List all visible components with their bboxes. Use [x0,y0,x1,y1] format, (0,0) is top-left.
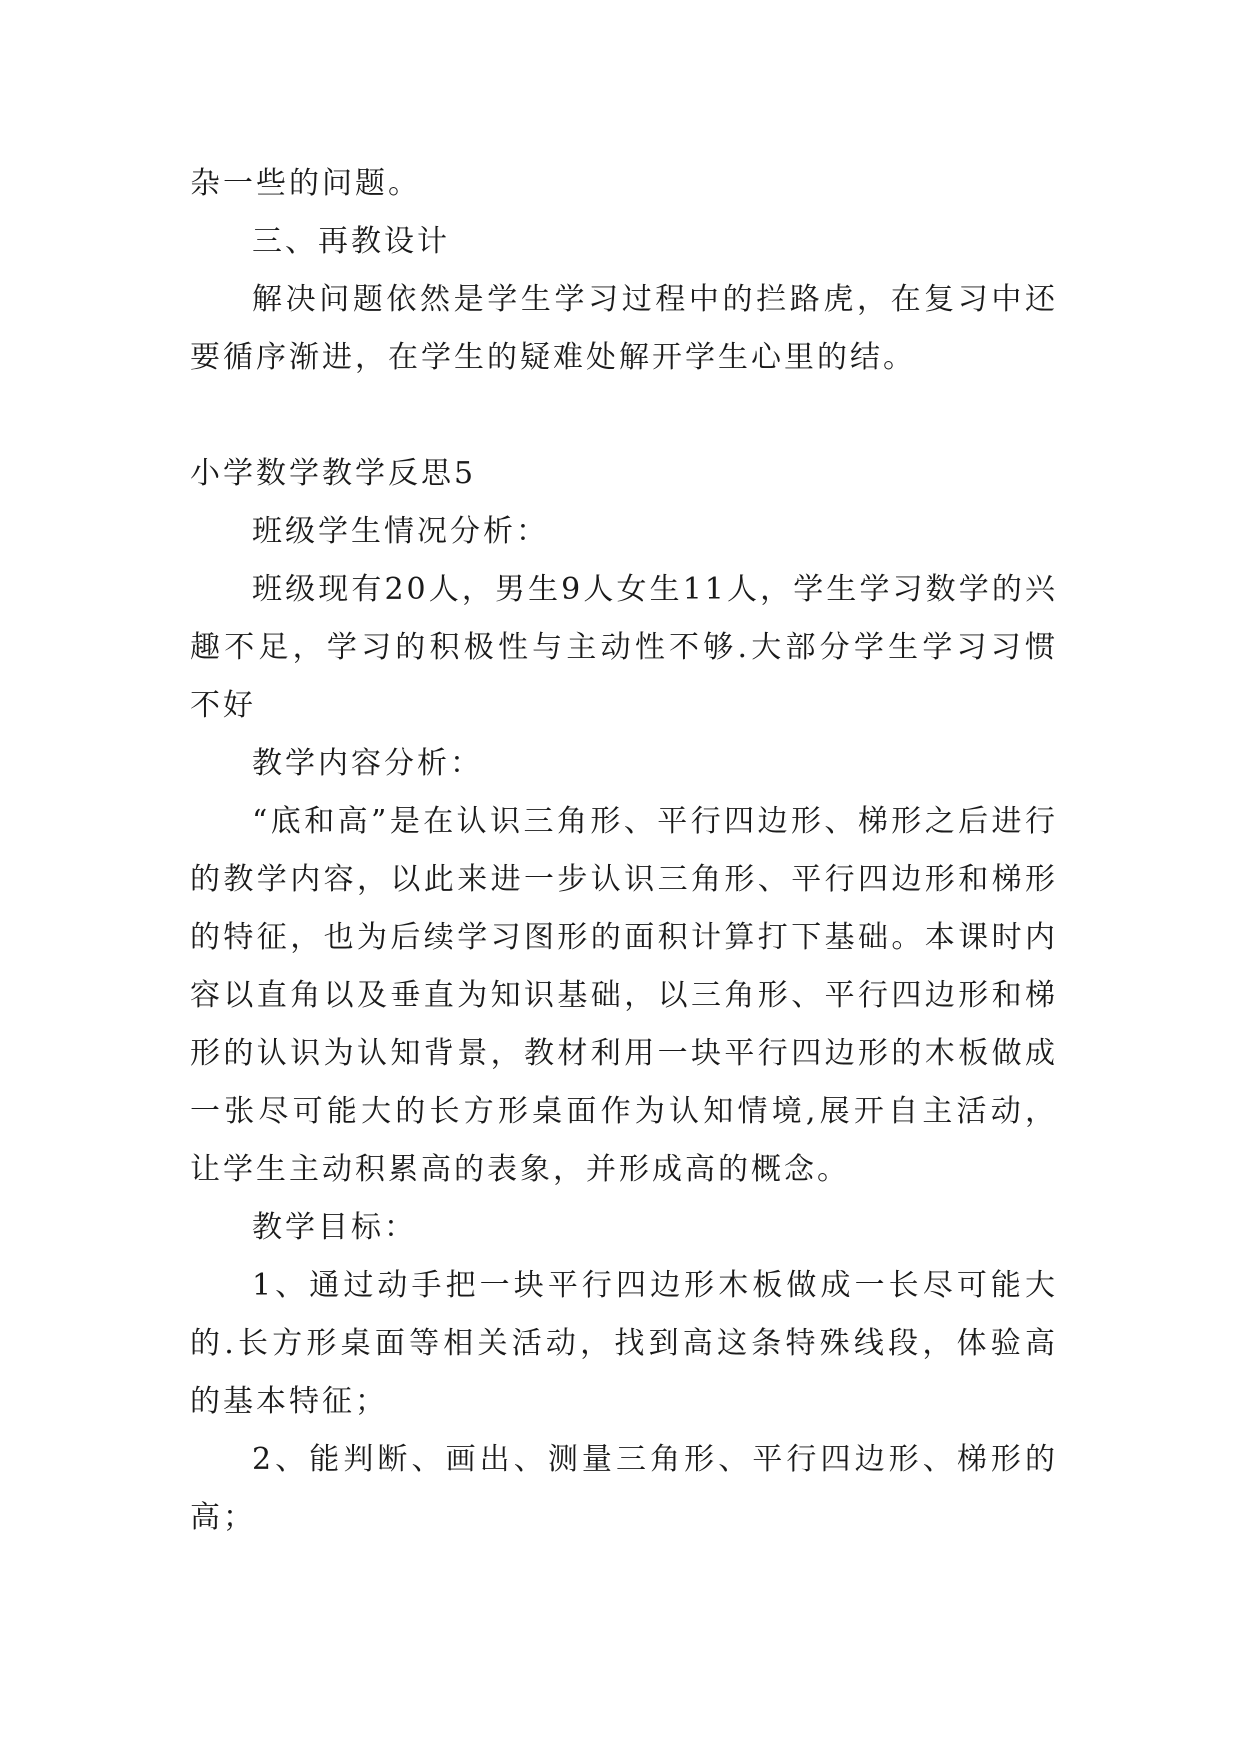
heading-teaching-goals: 教学目标： [252,1210,417,1245]
section-heading-redesign: 三、再教设计 [252,224,450,259]
paragraph-goal-2: 2、能判断、画出、测量三角形、平行四边形、梯形的高； [190,1442,1058,1535]
document-body [190,155,1058,1547]
paragraph-content-analysis: “底和高”是在认识三角形、平行四边形、梯形之后进行的教学内容，以此来进一步认识三角形、平行四边形和梯形的特征，也为后续学习图形的面积计算打下基础。本课时内容以直角以及垂直为知识基础，以三角形、平行四边形和梯形的认识为认知背景，教材利用一块平行四边形的木板做成一张尽可能大的长方形桌面作为认知情境,展开自主活动，让学生主动积累高的表象，并形成高的概念。 [190,804,1058,1187]
heading-content-analysis: 教学内容分析： [252,746,483,781]
paragraph-continuation: 杂一些的问题。 [190,166,421,201]
article-title: 小学数学教学反思5 [190,456,477,491]
paragraph-redesign-body: 解决问题依然是学生学习过程中的拦路虎，在复习中还要循序渐进，在学生的疑难处解开学生心里的结。 [190,282,1058,375]
paragraph-class-analysis: 班级现有20人，男生9人女生11人，学生学习数学的兴趣不足，学习的积极性与主动性不够.大部分学生学习习惯不好 [190,572,1058,723]
heading-class-analysis: 班级学生情况分析： [252,514,549,549]
paragraph-goal-1: 1、通过动手把一块平行四边形木板做成一长尽可能大的.长方形桌面等相关活动，找到高这条特殊线段，体验高的基本特征； [190,1268,1058,1419]
